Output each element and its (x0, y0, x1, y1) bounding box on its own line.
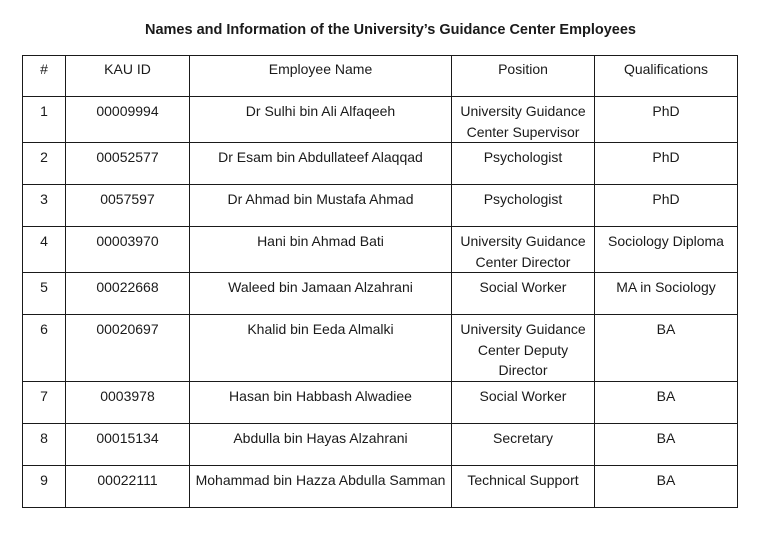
table-row (23, 423, 738, 465)
header-number: # (23, 56, 66, 97)
cell-kau-id: 00003970 (66, 227, 190, 273)
cell-position: Psychologist (452, 185, 595, 227)
cell-qualifications: PhD (595, 143, 738, 185)
table-row (23, 185, 738, 227)
cell-kau-id: 00022668 (66, 273, 190, 315)
cell-employee-name: Abdulla bin Hayas Alzahrani (190, 423, 452, 465)
cell-number: 5 (23, 273, 66, 315)
cell-position: Psychologist (452, 143, 595, 185)
table-row (23, 97, 738, 143)
document-title: Names and Information of the University’s Guidance Center Employees (145, 22, 636, 38)
cell-employee-name: Dr Esam bin Abdullateef Alaqqad (190, 143, 452, 185)
table-body (23, 97, 738, 508)
cell-qualifications: PhD (595, 97, 738, 143)
cell-kau-id: 00052577 (66, 143, 190, 185)
cell-employee-name: Khalid bin Eeda Almalki (190, 315, 452, 382)
cell-position: Secretary (452, 423, 595, 465)
cell-number: 9 (23, 465, 66, 507)
cell-kau-id: 00009994 (66, 97, 190, 143)
header-qualifications: Qualifications (595, 56, 738, 97)
employees-table (22, 55, 738, 508)
table-header (23, 56, 738, 97)
header-row (23, 56, 738, 97)
cell-kau-id: 0057597 (66, 185, 190, 227)
cell-number: 3 (23, 185, 66, 227)
cell-qualifications: BA (595, 315, 738, 382)
table-row (23, 381, 738, 423)
cell-kau-id: 0003978 (66, 381, 190, 423)
cell-number: 4 (23, 227, 66, 273)
cell-employee-name: Dr Ahmad bin Mustafa Ahmad (190, 185, 452, 227)
cell-position: University Guidance Center Director (452, 227, 595, 273)
header-position: Position (452, 56, 595, 97)
cell-employee-name: Dr Sulhi bin Ali Alfaqeeh (190, 97, 452, 143)
cell-employee-name: Hasan bin Habbash Alwadiee (190, 381, 452, 423)
table-row (23, 227, 738, 273)
table-row (23, 273, 738, 315)
cell-employee-name: Mohammad bin Hazza Abdulla Samman (190, 465, 452, 507)
cell-number: 7 (23, 381, 66, 423)
table-row (23, 143, 738, 185)
cell-position: Social Worker (452, 381, 595, 423)
cell-kau-id: 00020697 (66, 315, 190, 382)
cell-employee-name: Waleed bin Jamaan Alzahrani (190, 273, 452, 315)
table-row (23, 315, 738, 382)
cell-qualifications: BA (595, 423, 738, 465)
cell-number: 8 (23, 423, 66, 465)
table-row (23, 465, 738, 507)
cell-kau-id: 00022111 (66, 465, 190, 507)
cell-qualifications: Sociology Diploma (595, 227, 738, 273)
cell-number: 2 (23, 143, 66, 185)
cell-qualifications: MA in Sociology (595, 273, 738, 315)
cell-number: 1 (23, 97, 66, 143)
cell-qualifications: BA (595, 381, 738, 423)
cell-number: 6 (23, 315, 66, 382)
cell-position: Social Worker (452, 273, 595, 315)
cell-employee-name: Hani bin Ahmad Bati (190, 227, 452, 273)
cell-qualifications: BA (595, 465, 738, 507)
header-kau-id: KAU ID (66, 56, 190, 97)
header-employee-name: Employee Name (190, 56, 452, 97)
cell-position: University Guidance Center Deputy Director (452, 315, 595, 382)
cell-qualifications: PhD (595, 185, 738, 227)
cell-position: Technical Support (452, 465, 595, 507)
cell-kau-id: 00015134 (66, 423, 190, 465)
cell-position: University Guidance Center Supervisor (452, 97, 595, 143)
